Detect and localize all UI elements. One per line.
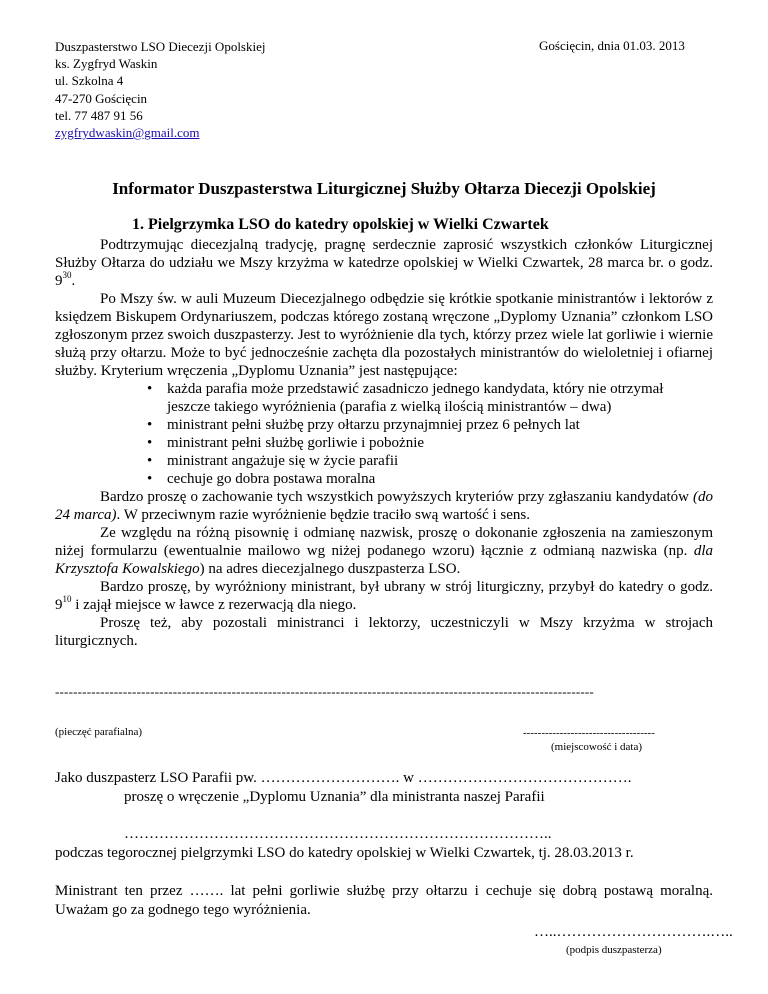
sender-line: ul. Szkolna 4 xyxy=(55,73,124,89)
cut-line: ----------------------------------------------------------------------------------------------------------------------- xyxy=(55,684,594,699)
bullet-icon: • xyxy=(147,381,153,397)
form-line-name: ………………………………………………………………………….. xyxy=(124,826,552,842)
email-link[interactable]: zygfrydwaskin@gmail.com xyxy=(55,125,200,141)
list-item: • cechuje go dobra postawa moralna xyxy=(147,471,376,487)
sender-line: Duszpasterstwo LSO Diecezji Opolskiej xyxy=(55,39,266,54)
signature-field: …..………………………….….. xyxy=(534,924,733,940)
paragraph: Ze względu na różną pisownię i odmianę nazwisk, proszę o dokonanie zgłoszenia na zamieszonym niżej formularzu (ewentualnie mailowo wg niżej podanego wzoru) łącznie z odmianą nazwiska (np. dla Krzysztofa Kowalskiego) na adres diecezjalnego duszpasterza LSO. xyxy=(55,525,713,577)
list-item: • każda parafia może przedstawić zasadniczo jednego kandydata, który nie otrzymał jeszcze takiego wyróżnienia (parafia z wielką ilością ministrantów – dwa) xyxy=(147,381,664,415)
document-title: Informator Duszpasterstwa Liturgicznej Służby Ołtarza Diecezji Opolskiej xyxy=(112,179,656,198)
paragraph: Proszę też, aby pozostali ministranci i lektorzy, uczestniczyli w Mszy krzyżma w strojach liturgicznych. xyxy=(55,615,713,649)
sender-line: tel. 77 487 91 56 xyxy=(55,107,143,123)
form-line-request: proszę o wręczenie „Dyplomu Uznania” dla ministranta naszej Parafii xyxy=(124,789,545,805)
sender-line: ks. Zygfryd Waskin xyxy=(55,56,158,72)
list-item: • ministrant pełni służbę gorliwie i pobożnie xyxy=(147,435,425,451)
bullet-icon: • xyxy=(147,435,153,451)
section-heading: 1. Pielgrzymka LSO do katedry opolskiej w Wielki Czwartek xyxy=(132,216,549,233)
document-body xyxy=(55,236,713,650)
paragraph: Podtrzymując diecezjalną tradycję, pragnę serdecznie zaprosić wszystkich członków Liturgicznej Służby Ołtarza do udziału we Mszy krzyżma w katedrze opolskiej w Wielki Czwartek, 28 marca br. o godz. $9^{30}$. xyxy=(55,237,713,289)
form-line-pilgrimage: podczas tegorocznej pielgrzymki LSO do katedry opolskiej w Wielki Czwartek, tj. 28.03.2013 r. xyxy=(55,845,634,861)
criteria-list xyxy=(55,380,713,488)
form-line-justification: Ministrant ten przez ……. lat pełni gorliwie służbę przy ołtarzu i cechuje się dobrą postawą moralną. Uważam go za godnego tego wyróżnienia. xyxy=(55,883,713,918)
place-date-field: ------------------------------------ xyxy=(523,727,655,739)
place-date-label: (miejscowość i data) xyxy=(551,741,643,753)
list-item: • ministrant pełni służbę przy ołtarzu przynajmniej przez 6 pełnych lat xyxy=(147,417,580,433)
paragraph: Bardzo proszę o zachowanie tych wszystkich powyższych kryteriów przy zgłaszaniu kandydatów (do 24 marca). W przeciwnym razie wyróżnienie będzie traciło swą wartość i sens. xyxy=(55,489,713,523)
stamp-label: (pieczęć parafialna) xyxy=(55,726,143,738)
sender-address xyxy=(55,38,265,141)
bullet-icon: • xyxy=(147,453,153,469)
paragraph: Bardzo proszę, by wyróżniony ministrant, był ubrany w strój liturgiczny, przybył do katedry o godz. $9^{10}$ i zajął miejsce w ławce z rezerwacją dla niego. xyxy=(55,579,713,613)
sender-line: 47-270 Gościęcin xyxy=(55,90,148,106)
signature-label: (podpis duszpasterza) xyxy=(566,944,662,956)
letter-date: Gościęcin, dnia 01.03. 2013 xyxy=(539,38,685,53)
bullet-icon: • xyxy=(147,471,153,487)
paragraph: Po Mszy św. w auli Muzeum Diecezjalnego odbędzie się krótkie spotkanie ministrantów i lektorów z księdzem Biskupem Ordynariuszem, podczas którego zostaną wręczone „Dyplomy Uznania” członkom LSO zgłoszonym przez swoich duszpasterzy. Jest to wyróżnienie dla tych, którzy przez wiele lat gorliwie i wiernie służą przy ołtarzu. Może to być jednocześnie zachęta dla pozostałych ministrantów do wieloletniej i ofiarnej służby. Kryterium wręczenia „Dyplomu Uznania” jest następujące: xyxy=(55,291,713,379)
form-line-parish: Jako duszpasterz LSO Parafii pw. ………………………. w ……………………………………. xyxy=(55,770,632,786)
list-item: • ministrant angażuje się w życie parafii xyxy=(147,453,399,469)
bullet-icon: • xyxy=(147,417,153,433)
